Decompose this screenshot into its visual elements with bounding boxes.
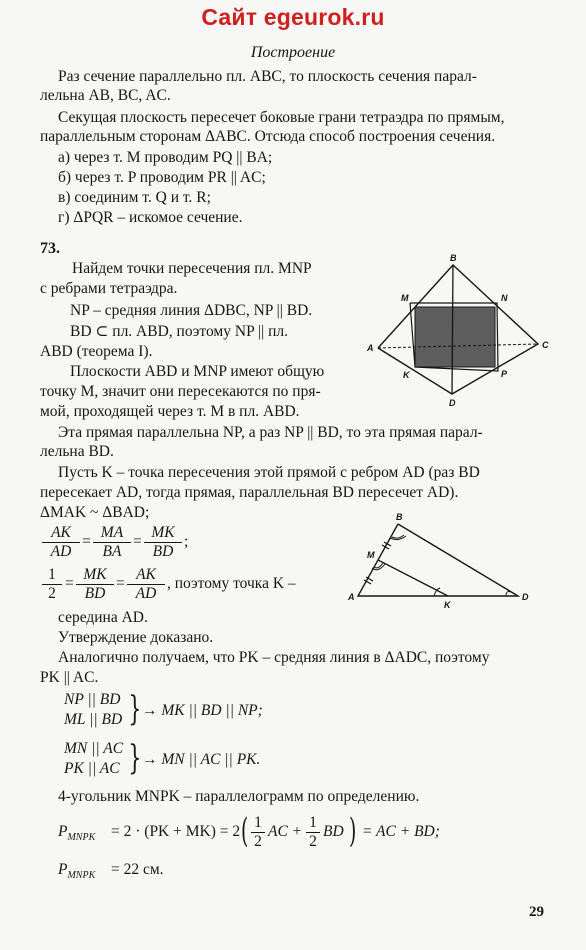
text-line: лельна AB, BC, AC. [40,87,171,104]
fraction: $\frac{1}{2}$ [42,566,62,603]
text-line: Аналогично получаем, что PK – средняя линия в ΔADC, поэтому [58,649,490,666]
text-line: Секущая плоскость пересечет боковые грани тетраэдра по прямым, [58,109,505,126]
fraction: $\frac{MK}{BD}$ [76,566,114,603]
triangle-figure [340,510,540,615]
label-m: M [367,550,375,560]
label-p: P [501,369,508,379]
text-line: параллельным сторонам ΔABC. Отсюда способ построения сечения. [40,128,496,145]
semicolon: ; [184,533,189,550]
label-k: K [444,600,451,610]
page-number: 29 [529,904,544,920]
system-result: → MK || BD || NP; [142,702,263,719]
right-brace: } [128,689,142,729]
label-b: B [396,512,403,522]
conclusion-line: 4-угольник MNPK – параллелограмм по определению. [58,788,420,805]
text-line: PK || AC. [40,669,99,686]
fraction-half: $\frac{1}{2}$ [251,814,265,851]
cross-section-fill [415,307,495,367]
system-line: NP || BD [64,691,121,708]
text-line: Утверждение доказано. [58,629,214,646]
perimeter-symbol: $P_{MNPK}$ [58,861,96,882]
text-line: с ребрами тетраэдра. [40,280,178,297]
fraction: $\frac{MA}{BA}$ [93,524,131,561]
text-line: пересекает AD, тогда прямая, параллельная BD пересечет AD). [40,484,459,501]
tetrahedron-figure [360,250,560,410]
text-line: Пусть K – точка пересечения этой прямой с ребром AD (раз BD [58,464,480,481]
label-k: K [403,370,410,380]
label-m: M [401,293,409,303]
text-line: Плоскости ABD и MNP имеют общую [70,363,325,380]
system-result: → MN || AC || PK. [142,751,261,768]
text-line: г) ΔPQR – искомое сечение. [58,209,243,226]
perimeter-symbol: $P_{MNPK}$ [58,823,96,844]
label-b: B [450,253,457,263]
text-line: в) соединим т. Q и т. R; [58,189,211,206]
formula-part: = 2 · (PK + MK) = 2 [111,823,241,840]
triangle-abd [358,524,518,596]
text-line: Найдем точки пересечения пл. MNP [72,260,312,277]
section-heading: Построение [250,44,336,61]
text-line: NP – средняя линия ΔDBC, NP || BD. [70,302,313,319]
text-line: б) через т. P проводим PR || AC; [58,169,266,186]
text-line: Эта прямая параллельна NP, а раз NP || BD, то эта прямая парал- [58,424,483,441]
segment-mk [378,560,448,596]
right-paren: ) [348,811,357,851]
right-brace: } [128,738,142,778]
left-paren: ( [240,811,249,851]
text-line: BD ⊂ пл. ABD, поэтому NP || пл. [70,323,288,340]
ratio-tail: , поэтому точка K – [167,575,296,592]
equals-sign: = [133,533,142,550]
text-line: точку M, значит они пересекаются по пря- [40,383,321,400]
label-d: D [522,592,529,602]
text-line: ABD (теорема I). [40,343,153,360]
system-line: MN || AC [64,740,124,757]
equals-sign: = [65,575,74,592]
site-watermark: Сайт egeurok.ru [201,4,385,30]
text-line: Раз сечение параллельно пл. ABC, то плоскость сечения парал- [58,68,477,85]
label-a: A [367,343,374,353]
fraction: $\frac{AK}{AD}$ [127,566,165,603]
angle-arc-b [392,535,404,538]
system-line: PK || AC [64,760,120,777]
text-line: мой, проходящей через т. M в пл. ABD. [40,403,300,420]
result-value: = 22 см. [111,861,164,878]
formula-part: = AC + BD; [362,823,440,840]
system-line: ML || BD [64,711,123,728]
text-line: а) через т. M проводим PQ || BA; [58,149,273,166]
fraction: $\frac{AK}{AD}$ [42,524,80,561]
equals-sign: = [82,533,91,550]
label-n: N [501,293,508,303]
label-a: A [348,592,355,602]
text-line: ΔMAK ~ ΔBAD; [40,504,150,521]
text-line: середина AD. [58,609,148,626]
fraction: $\frac{MK}{BD}$ [144,524,182,561]
formula-part: AC + [268,823,303,840]
equals-sign: = [116,575,125,592]
text-line: лельна BD. [40,443,114,460]
formula-part: BD [323,823,344,840]
problem-number: 73. [40,240,60,257]
label-d: D [449,398,456,408]
fraction-half: $\frac{1}{2}$ [306,814,320,851]
label-c: C [542,340,549,350]
edge-bd [452,265,453,394]
